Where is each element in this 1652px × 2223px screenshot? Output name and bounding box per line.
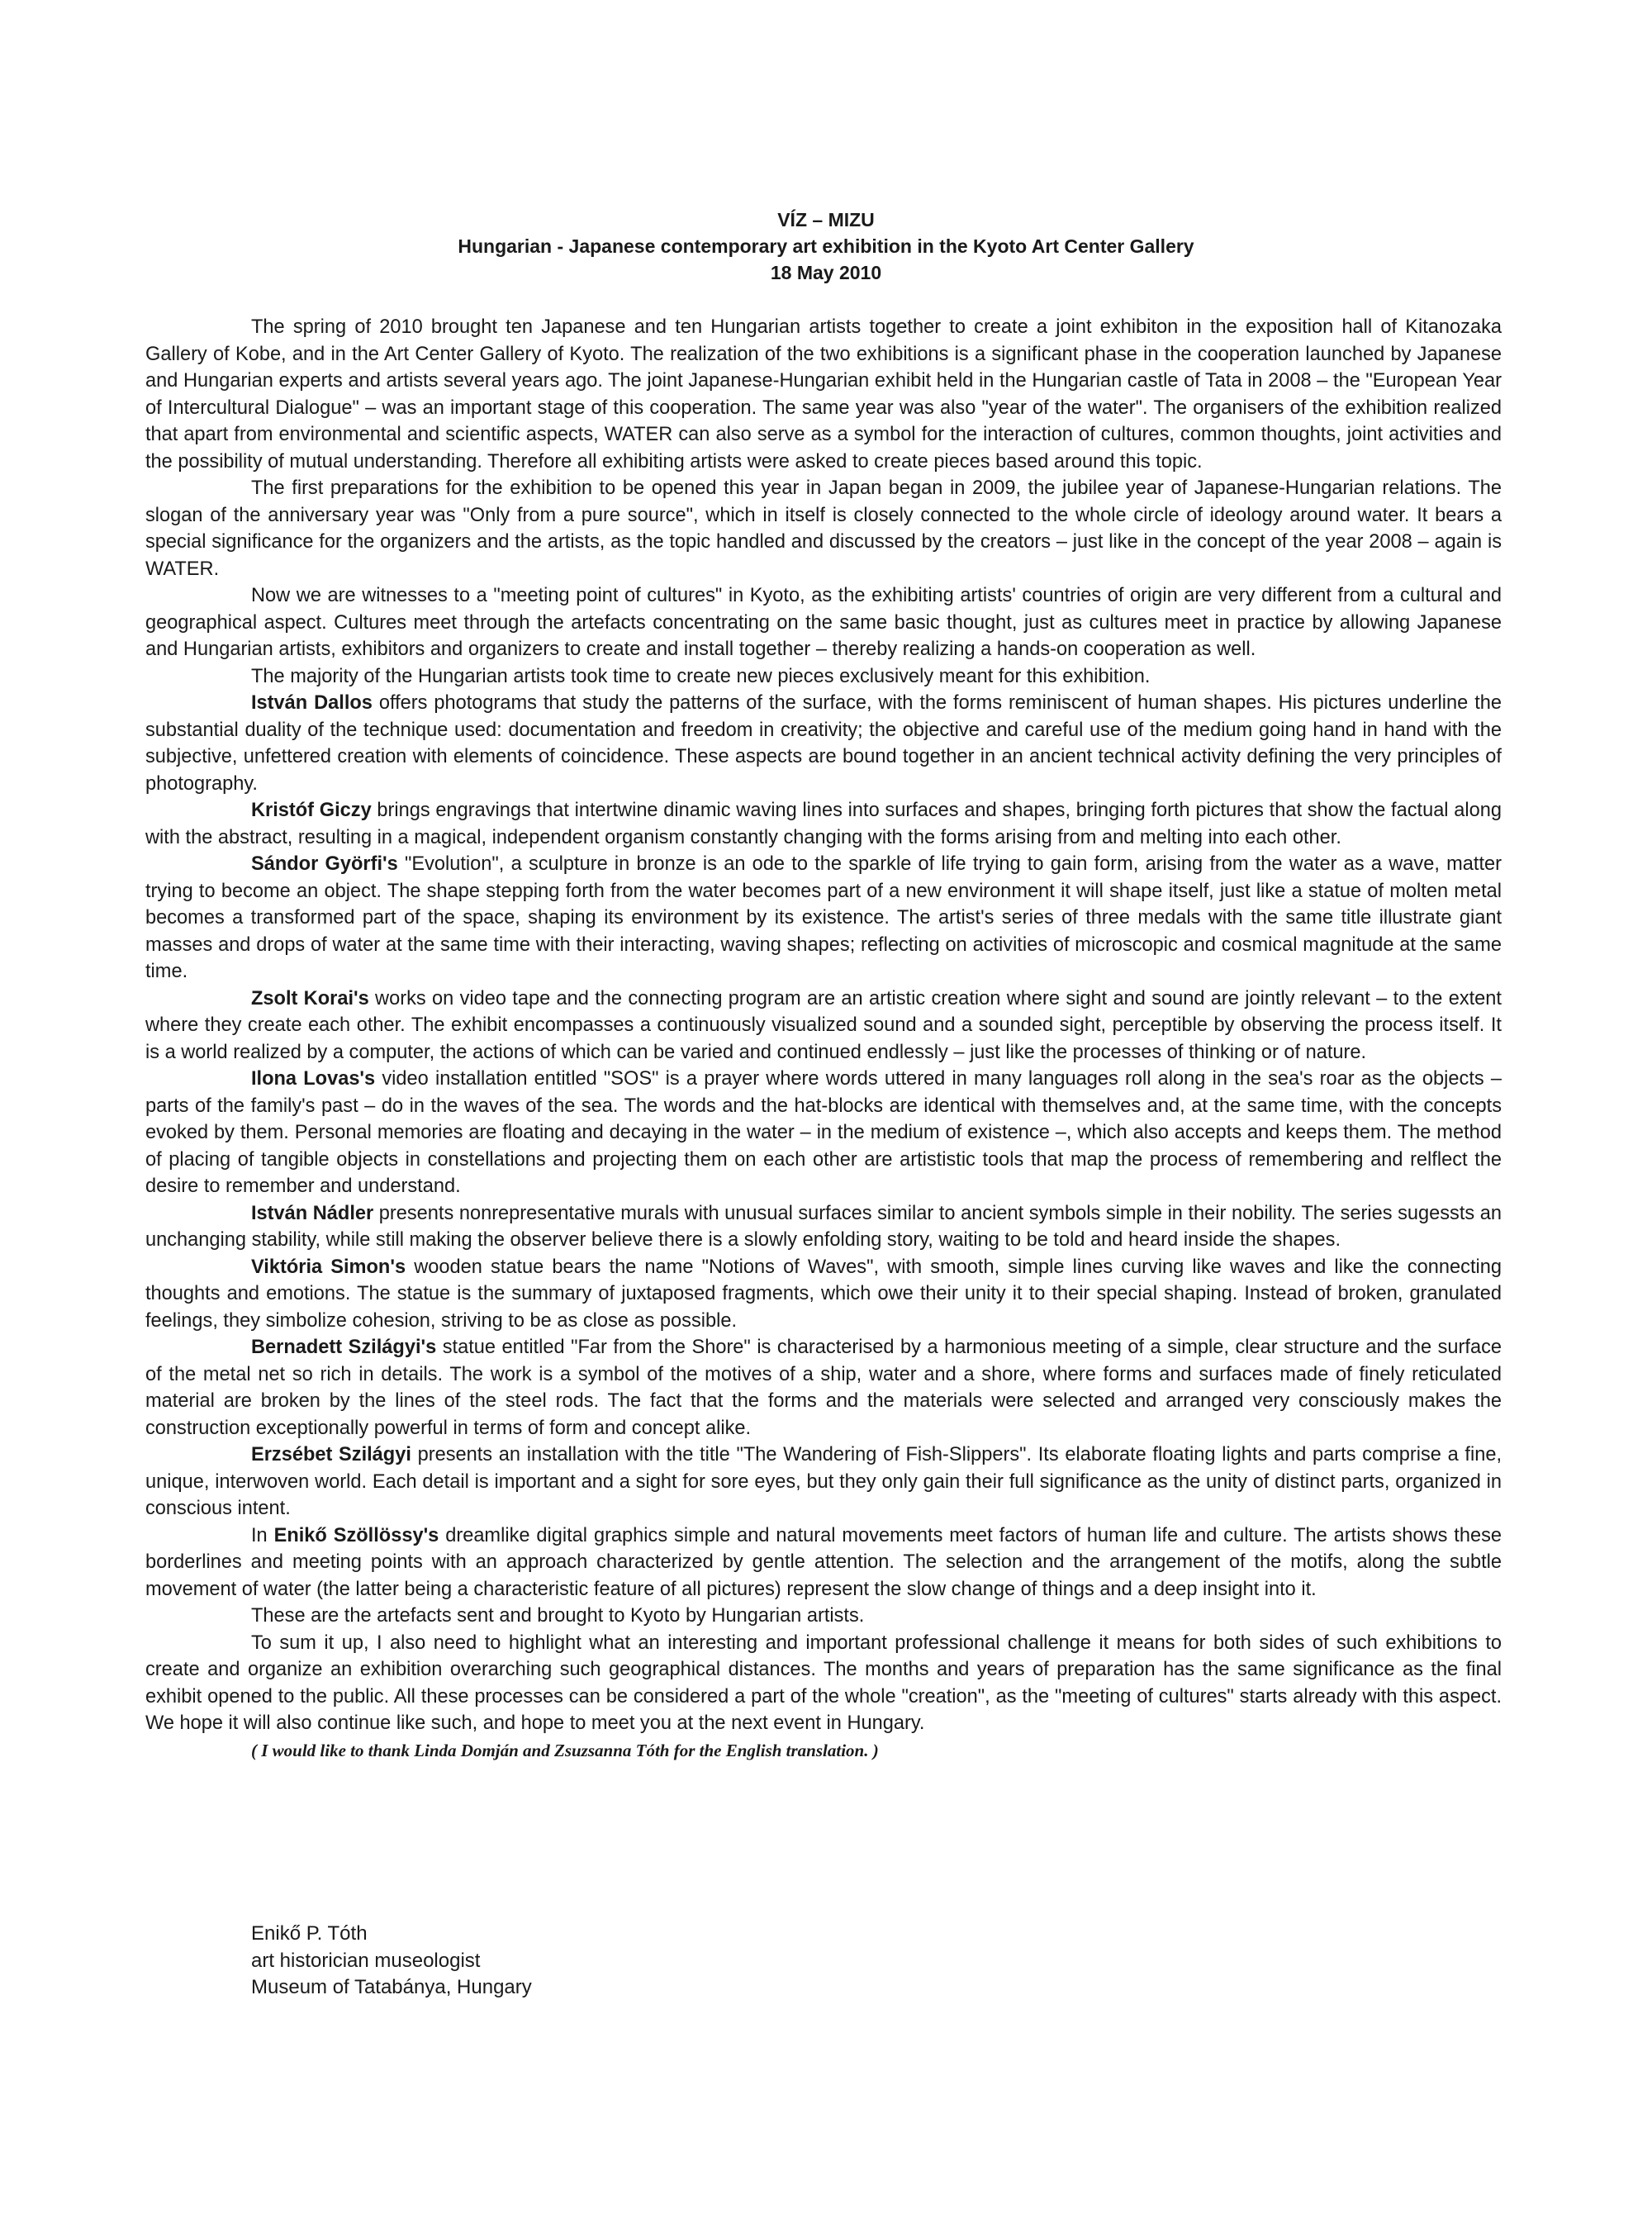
artist-name: Viktória Simon's xyxy=(251,1256,406,1278)
translation-credit-text: ( I would like to thank Linda Domján and Zsuzsanna Tóth for the English translation. ) xyxy=(251,1740,879,1760)
artist-description: "Evolution", a sculpture in bronze is an ode to the sparkle of life trying to gain form, arising from the water as a wave, matter trying to become an object. The shape stepping forth from the water becomes part of a new environment it will shape itself, just like a statue of molten metal becomes a transformed part of the space, shaping its environment by its existence. The artist's series of three medals with the same title illustrate giant masses and drops of water at the same time with their interacting, waving shapes; reflecting on activities of microscopic and cosmical magnitude at the same time. xyxy=(145,853,1502,982)
artist-paragraph xyxy=(145,1200,1502,1254)
artist-description: video installation entitled "SOS" is a prayer where words uttered in many languages roll along in the sea's roar as the objects – parts of the family's past – do in the waves of the sea. The words and the hat-blocks are identical with themselves and, at the same time, with the concepts evoked by them. Personal memories are floating and decaying in the water – in the medium of existence –, which also accepts and keeps them. The method of placing of tangible objects in constellations and projecting them on each other are artististic tools that map the process of remembering and relflect the desire to remember and understand. xyxy=(145,1068,1502,1197)
artist-paragraph xyxy=(145,797,1502,851)
artist-description: presents nonrepresentative murals with unusual surfaces similar to ancient symbols simple in their nobility. The series sugessts an unchanging stability, while still making the observer believe there is a slowly enfolding story, waiting to be told and heard inside the shapes. xyxy=(145,1202,1502,1251)
signature-name: Enikő P. Tóth xyxy=(251,1922,368,1945)
artist-name: Bernadett Szilágyi's xyxy=(251,1337,437,1358)
artist-name: István Nádler xyxy=(251,1202,374,1224)
artist-paragraph xyxy=(145,690,1502,797)
artist-paragraph xyxy=(145,1442,1502,1522)
document-title: VÍZ – MIZU xyxy=(777,209,875,230)
signature-role: art historician museologist xyxy=(251,1949,481,1972)
artist-description: offers photograms that study the patterns of the surface, with the forms reminiscent of human shapes. His pictures underline the substantial duality of the technique used: documentation and freedom in creativity; the objective and careful use of the medium going hand in hand with the subjective, unfettered creation with elements of coincidence. These aspects are bound together in an ancient technical activity defining the very principles of photography. xyxy=(145,692,1502,795)
document-date: 18 May 2010 xyxy=(770,262,882,283)
artist-description: works on video tape and the connecting program are an artistic creation where sight and sound are jointly relevant – to the extent where they create each other. The exhibit encompasses a continuously visualized sound and a sounded sight, perceptible by observing the process itself. It is a world realized by a computer, the actions of which can be varied and continued endlessly – just like the processes of thinking or of nature. xyxy=(145,987,1502,1063)
article-body xyxy=(145,314,1502,1764)
artist-paragraph xyxy=(145,986,1502,1066)
artist-paragraph xyxy=(145,851,1502,986)
document-heading xyxy=(0,207,1652,286)
document-subtitle: Hungarian - Japanese contemporary art exhibition in the Kyoto Art Center Gallery xyxy=(458,235,1194,257)
intro-paragraph-4: The majority of the Hungarian artists took time to create new pieces exclusively meant for this exhibition. xyxy=(251,665,1151,687)
intro-paragraph-3: Now we are witnesses to a "meeting point of cultures" in Kyoto, as the exhibiting artists' countries of origin are very different from a cultural and geographical aspect. Cultures meet through the artefacts concentrating on the same basic thought, just as cultures meet in practice by allowing Japanese and Hungarian artists, exhibitors and organizers to create and install together – thereby realizing a hands-on cooperation as well. xyxy=(145,585,1502,660)
closing-paragraph-1: These are the artefacts sent and brought to Kyoto by Hungarian artists. xyxy=(251,1605,865,1627)
artist-description: presents an installation with the title "The Wandering of Fish-Slippers". Its elaborate floating lights and parts comprise a fine, unique, interwoven world. Each detail is important and a sight for sore eyes, but they only gain their full significance as the unity of distinct parts, organized in conscious intent. xyxy=(145,1444,1502,1519)
artist-description: brings engravings that intertwine dinamic waving lines into surfaces and shapes, bringing forth pictures that show the factual along with the abstract, resulting in a magical, independent organism constantly changing with the forms arising from and melting into each other. xyxy=(145,800,1502,848)
artist-description: wooden statue bears the name "Notions of Waves", with smooth, simple lines curving like waves and like the connecting thoughts and emotions. The statue is the summary of juxtaposed fragments, which owe their unity it to their special shaping. Instead of broken, granulated feelings, they simbolize cohesion, striving to be as close as possible. xyxy=(145,1256,1502,1332)
artist-prefix: In xyxy=(251,1524,274,1546)
intro-paragraph-2: The first preparations for the exhibition to be opened this year in Japan began in 2009, the jubilee year of Japanese-Hungarian relations. The slogan of the anniversary year was "Only from a pure source", which in itself is closely connected to the whole circle of ideology around water. It bears a special significance for the organizers and the artists, as the topic handled and discussed by the creators – just like in the concept of the year 2008 – again is WATER. xyxy=(145,477,1502,580)
signature-institution: Museum of Tatabánya, Hungary xyxy=(251,1976,532,1998)
artist-name: Zsolt Korai's xyxy=(251,987,369,1009)
artist-description: statue entitled "Far from the Shore" is characterised by a harmonious meeting of a simple, clear structure and the surface of the metal net so rich in details. The work is a symbol of the motives of a ship, water and a shore, where forms and surfaces made of finely reticulated material are broken by the lines of the steel rods. The fact that the forms and the materials were selected and arranged very consciously makes the construction exceptionally powerful in terms of form and concept alike. xyxy=(145,1337,1502,1439)
artist-paragraph xyxy=(145,1334,1502,1442)
artist-paragraph xyxy=(145,1254,1502,1335)
artist-name: Sándor Györfi's xyxy=(251,853,398,875)
artist-description: dreamlike digital graphics simple and natural movements meet factors of human life and culture. The artists shows these borderlines and meeting points with an approach characterized by gentle attention. The selection and the arrangement of the motifs, along the subtle movement of water (the latter being a characteristic feature of all pictures) represent the slow change of things and a deep insight into it. xyxy=(145,1524,1502,1600)
artist-name: István Dallos xyxy=(251,692,373,714)
artist-name: Enikő Szöllössy's xyxy=(273,1524,439,1546)
artist-name: Erzsébet Szilágyi xyxy=(251,1444,411,1465)
artist-name: Ilona Lovas's xyxy=(251,1068,376,1090)
artist-paragraph xyxy=(145,1066,1502,1200)
artist-name: Kristóf Giczy xyxy=(251,800,372,821)
closing-paragraph-2: To sum it up, I also need to highlight what an interesting and important professional challenge it means for both sides of such exhibitions to create and organize an exhibition overarching such geographical distances. The months and years of preparation has the same significance as the final exhibit opened to the public. All these processes can be considered a part of the whole "creation", as the "meeting of cultures" starts already with this aspect. We hope it will also continue like such, and hope to meet you at the next event in Hungary. xyxy=(145,1632,1502,1734)
artist-paragraph xyxy=(145,1522,1502,1603)
intro-paragraph-1: The spring of 2010 brought ten Japanese and ten Hungarian artists together to create a joint exhibiton in the exposition hall of Kitanozaka Gallery of Kobe, and in the Art Center Gallery of Kyoto. The realization of the two exhibitions is a significant phase in the cooperation launched by Japanese and Hungarian experts and artists several years ago. The joint Japanese-Hungarian exhibit held in the Hungarian castle of Tata in 2008 – the "European Year of Intercultural Dialogue" – was an important stage of this cooperation. The same year was also "year of the water". The organisers of the exhibition realized that apart from environmental and scientific aspects, WATER can also serve as a symbol for the interaction of cultures, common thoughts, joint activities and the possibility of mutual understanding. Therefore all exhibiting artists were asked to create pieces based around this topic. xyxy=(145,316,1502,473)
signature-block xyxy=(251,1921,532,2002)
translation-credit xyxy=(145,1737,1502,1765)
